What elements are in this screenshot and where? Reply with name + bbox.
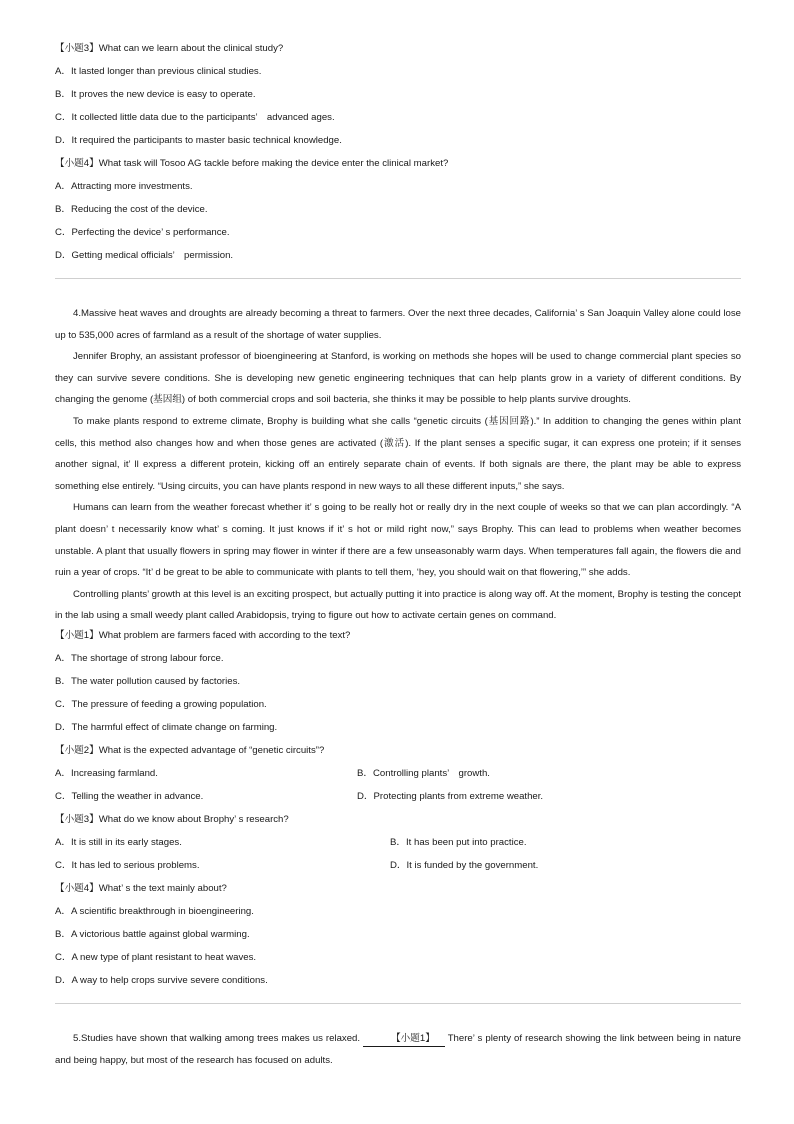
option-c: C．A new type of plant resistant to heat waves.	[55, 951, 257, 963]
option-a: A．A scientific breakthrough in bioengineering.	[55, 905, 254, 917]
question-stem: 【小题3】What do we know about Brophy’ s research?	[55, 813, 289, 825]
passage-paragraph: 4.Massive heat waves and droughts are already becoming a threat to farmers. Over the next three decades, California’ s San Joaquin Valley alone could lose up to 535,000 acres of farmland as a result of the shortage of water supplies.	[55, 308, 741, 341]
option-b: B．A victorious battle against global warming.	[55, 928, 250, 940]
option-row	[55, 788, 741, 811]
question-stem: 【小题4】What task will Tosoo AG tackle before making the device enter the clinical market?	[55, 158, 449, 169]
passage-paragraph: Jennifer Brophy, an assistant professor of bioengineering at Stanford, is working on methods she hopes will be used to change commercial plant species so they can survive severe conditions. She is developing new genetic engineering techniques that can help plants grow in a variety of different conditions. By changing the genome (基因组) of both commercial crops and soil bacteria, she thinks it may be possible to help plants survive droughts.	[55, 351, 741, 406]
passage-paragraph	[55, 1028, 741, 1071]
question-stem: 【小题3】What can we learn about the clinical study?	[55, 43, 284, 54]
passage-paragraph: Humans can learn from the weather forecast whether it’ s going to be really hot or really dry in the next couple of weeks so that we can plan accordingly. “A plant doesn’ t necessarily know what’ s coming. It just knows if it’ s hot or mild right now,” says Brophy. This can lead to problems when weather becomes unstable. A plant that usually flowers in spring may flower in winter if there are a few unseasonably warm days. When temperatures fall again, the flowers die and ruin a year of crops. “It’ d be great to be able to communicate with plants to tell them, ‘hey, you should wait on that flowering,’” she adds.	[55, 502, 741, 579]
option-d: D．Protecting plants from extreme weather.	[357, 790, 544, 802]
option-b: B．It has been put into practice.	[390, 836, 527, 848]
option-b: B．The water pollution caused by factories.	[55, 675, 241, 687]
option-d: D．It required the participants to master basic technical knowledge.	[55, 135, 342, 146]
option-a: A．It is still in its early stages.	[55, 836, 182, 848]
option-a: A．Attracting more investments.	[55, 181, 193, 192]
option-row	[55, 857, 741, 880]
passage5-text-before: 5.Studies have shown that walking among trees makes us relaxed.	[73, 1032, 361, 1044]
option-b: B．Reducing the cost of the device.	[55, 204, 208, 215]
option-a: A．Increasing farmland.	[55, 767, 158, 779]
option-b: B．Controlling plants’ growth.	[357, 767, 490, 779]
question-stem: 【小题1】What problem are farmers faced with according to the text?	[55, 629, 351, 641]
answer-blank[interactable]: 【小题1】	[363, 1032, 445, 1047]
passage-paragraph: To make plants respond to extreme climate, Brophy is building what she calls “genetic circuits (基因回路).” In addition to changing the genes within plant cells, this method also changes how and when those genes are activated (激活). If the plant senses a specific sugar, it can express one protein; if it senses another signal, it’ ll express a different protein, kicking off an entirely separate chain of events. If both signals are there, the plant may be able to express something else entirely. “Using circuits, you can have plants respond in new ways to all these different inputs,” she says.	[55, 415, 741, 492]
option-row	[55, 765, 741, 788]
option-d: D．A way to help crops survive severe conditions.	[55, 974, 268, 986]
passage5-text-after: There’ s plenty of research showing the link between being in nature and being happy, but most of the research has focused on adults.	[55, 1032, 741, 1066]
option-c: C．The pressure of feeding a growing population.	[55, 698, 267, 710]
option-c: C．It has led to serious problems.	[55, 859, 200, 871]
option-a: A．It lasted longer than previous clinical studies.	[55, 66, 262, 77]
question-stem: 【小题2】What is the expected advantage of “genetic circuits”?	[55, 744, 325, 756]
option-c: C．It collected little data due to the participants’ advanced ages.	[55, 112, 335, 123]
document-page	[55, 40, 741, 1071]
option-row	[55, 834, 741, 857]
option-d: D．The harmful effect of climate change on farming.	[55, 721, 278, 733]
option-a: A．The shortage of strong labour force.	[55, 652, 224, 664]
question-stem: 【小题4】What’ s the text mainly about?	[55, 882, 227, 894]
passage-paragraph: Controlling plants’ growth at this level is an exciting prospect, but actually putting it into practice is along way off. At the moment, Brophy is testing the concept in the lab using a small weedy plant called Arabidopsis, trying to figure out how to activate certain genes on command.	[55, 588, 741, 622]
option-c: C．Telling the weather in advance.	[55, 790, 204, 802]
option-d: D．It is funded by the government.	[390, 859, 539, 871]
option-d: D．Getting medical officials’ permission.	[55, 250, 234, 261]
option-c: C．Perfecting the device’ s performance.	[55, 227, 230, 238]
option-b: B．It proves the new device is easy to operate.	[55, 89, 256, 100]
